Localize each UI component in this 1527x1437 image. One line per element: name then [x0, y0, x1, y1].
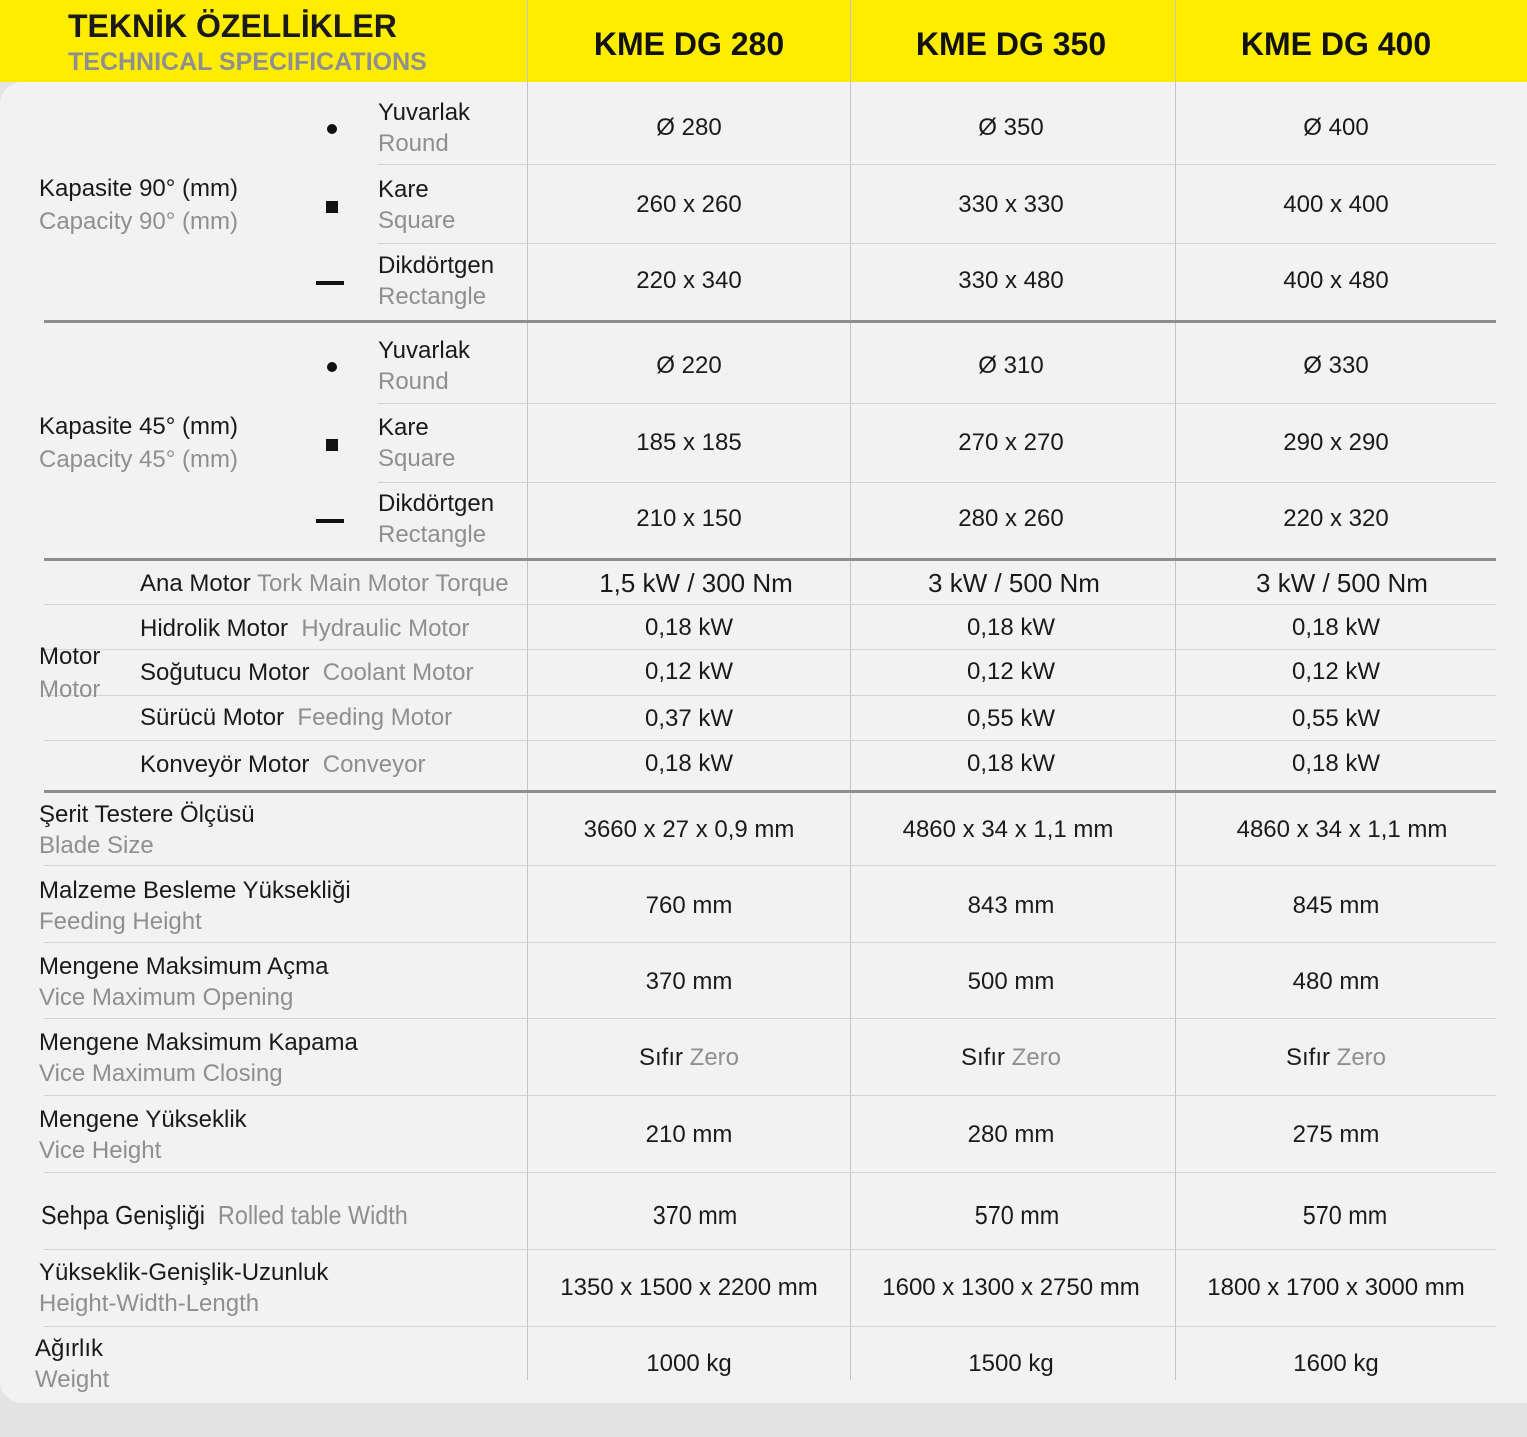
value-cell: 270 x 270 — [958, 429, 1064, 456]
value-cell: 0,18 kW — [644, 614, 734, 641]
model-header-3: KME DG 400 — [1240, 26, 1432, 62]
motor-row-label: Ana Motor Tork Main Motor Torque — [140, 570, 509, 597]
spec-label-en: Weight — [35, 1366, 110, 1393]
row-divider — [44, 604, 1496, 605]
shape-label: Kare — [378, 176, 429, 203]
spec-label-en: Blade Size — [39, 832, 154, 859]
value-cell: 1350 x 1500 x 2200 mm — [560, 1274, 818, 1301]
value-cell: 843 mm — [967, 892, 1055, 919]
value-cell: 210 mm — [645, 1121, 733, 1148]
section-divider — [44, 790, 1496, 793]
spec-label-en: Vice Height — [39, 1137, 162, 1164]
rectangle-dash-icon — [316, 281, 344, 285]
motor-row-label: Konveyör Motor Conveyor — [140, 751, 426, 778]
capacity-45-label: Kapasite 45° (mm) — [39, 413, 238, 440]
square-icon — [326, 201, 338, 213]
section-divider — [44, 558, 1496, 561]
spec-label: Mengene Yükseklik — [39, 1106, 247, 1133]
row-divider — [44, 1018, 1496, 1019]
value-cell: Ø 280 — [656, 114, 722, 141]
value-cell: 220 x 320 — [1283, 505, 1389, 532]
model-header-2: KME DG 350 — [915, 26, 1107, 62]
row-divider — [378, 164, 1496, 165]
spec-label: Sehpa Genişliği Rolled table Width — [41, 1200, 408, 1230]
row-divider — [44, 1172, 1496, 1173]
value-cell: 0,12 kW — [644, 658, 734, 685]
value-cell: 370 mm — [645, 968, 733, 995]
rectangle-dash-icon — [316, 519, 344, 523]
shape-label: Yuvarlak — [378, 99, 471, 126]
shape-label-en: Round — [378, 368, 449, 395]
value-cell: 260 x 260 — [636, 191, 742, 218]
motor-row-label: Soğutucu Motor Coolant Motor — [140, 659, 474, 686]
row-divider — [44, 942, 1496, 943]
spec-label-en: Vice Maximum Opening — [39, 984, 294, 1011]
spec-label-en: Height-Width-Length — [39, 1290, 260, 1317]
motor-row-label: Hidrolik Motor Hydraulic Motor — [140, 615, 470, 642]
shape-label: Kare — [378, 414, 429, 441]
value-cell: 480 mm — [1292, 968, 1380, 995]
value-cell: 845 mm — [1292, 892, 1380, 919]
value-cell: 1800 x 1700 x 3000 mm — [1207, 1274, 1465, 1301]
row-divider — [378, 403, 1496, 404]
page-title: TEKNİK ÖZELLİKLER — [68, 8, 397, 44]
shape-label: Dikdörtgen — [378, 490, 495, 517]
value-cell: 1600 kg — [1293, 1350, 1379, 1377]
value-cell: Ø 350 — [978, 114, 1044, 141]
value-cell: 330 x 480 — [958, 267, 1064, 294]
shape-label: Yuvarlak — [378, 337, 471, 364]
value-cell: 0,18 kW — [966, 750, 1056, 777]
value-cell: Ø 310 — [978, 352, 1044, 379]
value-cell: 0,12 kW — [966, 658, 1056, 685]
value-cell: Ø 330 — [1303, 352, 1369, 379]
value-cell: 0,18 kW — [966, 614, 1056, 641]
value-cell: 4860 x 34 x 1,1 mm — [1236, 816, 1448, 843]
value-cell: 185 x 185 — [636, 429, 742, 456]
value-cell: 0,12 kW — [1291, 658, 1381, 685]
value-cell: 220 x 340 — [636, 267, 742, 294]
row-divider — [44, 865, 1496, 866]
row-divider — [44, 1249, 1496, 1250]
value-cell: Ø 400 — [1303, 114, 1369, 141]
value-cell: 3 kW / 500 Nm — [928, 568, 1100, 598]
value-cell: 3 kW / 500 Nm — [1256, 568, 1428, 598]
value-cell: 4860 x 34 x 1,1 mm — [902, 816, 1114, 843]
value-cell: 1000 kg — [646, 1350, 732, 1377]
page-subtitle: TECHNICAL SPECIFICATIONS — [68, 48, 427, 76]
value-cell: 0,18 kW — [644, 750, 734, 777]
value-cell: 0,37 kW — [644, 705, 734, 732]
value-cell: 1500 kg — [968, 1350, 1054, 1377]
round-dot-icon — [327, 124, 337, 134]
value-cell: 3660 x 27 x 0,9 mm — [583, 816, 795, 843]
value-cell: 370 mm — [652, 1200, 738, 1230]
value-cell: 280 x 260 — [958, 505, 1064, 532]
value-cell: 1,5 kW / 300 Nm — [599, 568, 793, 598]
value-cell: 290 x 290 — [1283, 429, 1389, 456]
value-cell: 210 x 150 — [636, 505, 742, 532]
motor-row-label: Sürücü Motor Feeding Motor — [140, 704, 453, 731]
square-icon — [326, 439, 338, 451]
spec-label: Ağırlık — [35, 1335, 104, 1362]
row-divider — [44, 695, 1496, 696]
value-cell: 0,55 kW — [966, 705, 1056, 732]
motor-label: Motor — [39, 643, 101, 670]
row-divider — [44, 649, 1496, 650]
shape-label-en: Round — [378, 130, 449, 157]
spec-label: Mengene Maksimum Kapama — [39, 1029, 358, 1056]
capacity-45-label-en: Capacity 45° (mm) — [39, 446, 238, 473]
capacity-90-label-en: Capacity 90° (mm) — [39, 208, 238, 235]
spec-label: Mengene Maksimum Açma — [39, 953, 329, 980]
section-divider — [44, 320, 1496, 323]
value-cell: 0,18 kW — [1291, 614, 1381, 641]
motor-label-en: Motor — [39, 676, 101, 703]
value-cell: 0,18 kW — [1291, 750, 1381, 777]
row-divider — [44, 1326, 1496, 1327]
bottom-band — [0, 1403, 1527, 1437]
value-cell: 1600 x 1300 x 2750 mm — [882, 1274, 1140, 1301]
column-divider — [850, 0, 851, 1380]
spec-label: Malzeme Besleme Yüksekliği — [39, 877, 351, 904]
value-cell: Sıfır Zero — [960, 1044, 1062, 1071]
model-header-1: KME DG 280 — [593, 26, 785, 62]
value-cell: Ø 220 — [656, 352, 722, 379]
value-cell: 0,55 kW — [1291, 705, 1381, 732]
row-divider — [378, 243, 1496, 244]
value-cell: Sıfır Zero — [638, 1044, 740, 1071]
row-divider — [44, 740, 1496, 741]
value-cell: Sıfır Zero — [1285, 1044, 1387, 1071]
shape-label: Dikdörtgen — [378, 252, 495, 279]
value-cell: 330 x 330 — [958, 191, 1064, 218]
value-cell: 400 x 480 — [1283, 267, 1389, 294]
value-cell: 570 mm — [974, 1200, 1060, 1230]
value-cell: 400 x 400 — [1283, 191, 1389, 218]
spec-label-en: Vice Maximum Closing — [39, 1060, 283, 1087]
value-cell: 760 mm — [645, 892, 733, 919]
shape-label-en: Rectangle — [378, 283, 487, 310]
row-divider — [44, 1095, 1496, 1096]
shape-label-en: Square — [378, 207, 456, 234]
round-dot-icon — [327, 362, 337, 372]
shape-label-en: Rectangle — [378, 521, 487, 548]
column-divider — [1175, 0, 1176, 1380]
shape-label-en: Square — [378, 445, 456, 472]
spec-label: Yükseklik-Genişlik-Uzunluk — [39, 1259, 329, 1286]
value-cell: 500 mm — [967, 968, 1055, 995]
value-cell: 275 mm — [1292, 1121, 1380, 1148]
row-divider — [378, 482, 1496, 483]
value-cell: 280 mm — [967, 1121, 1055, 1148]
capacity-90-label: Kapasite 90° (mm) — [39, 175, 238, 202]
value-cell: 570 mm — [1302, 1200, 1388, 1230]
spec-label: Şerit Testere Ölçüsü — [39, 801, 255, 828]
spec-label-en: Feeding Height — [39, 908, 202, 935]
column-divider — [527, 0, 528, 1380]
